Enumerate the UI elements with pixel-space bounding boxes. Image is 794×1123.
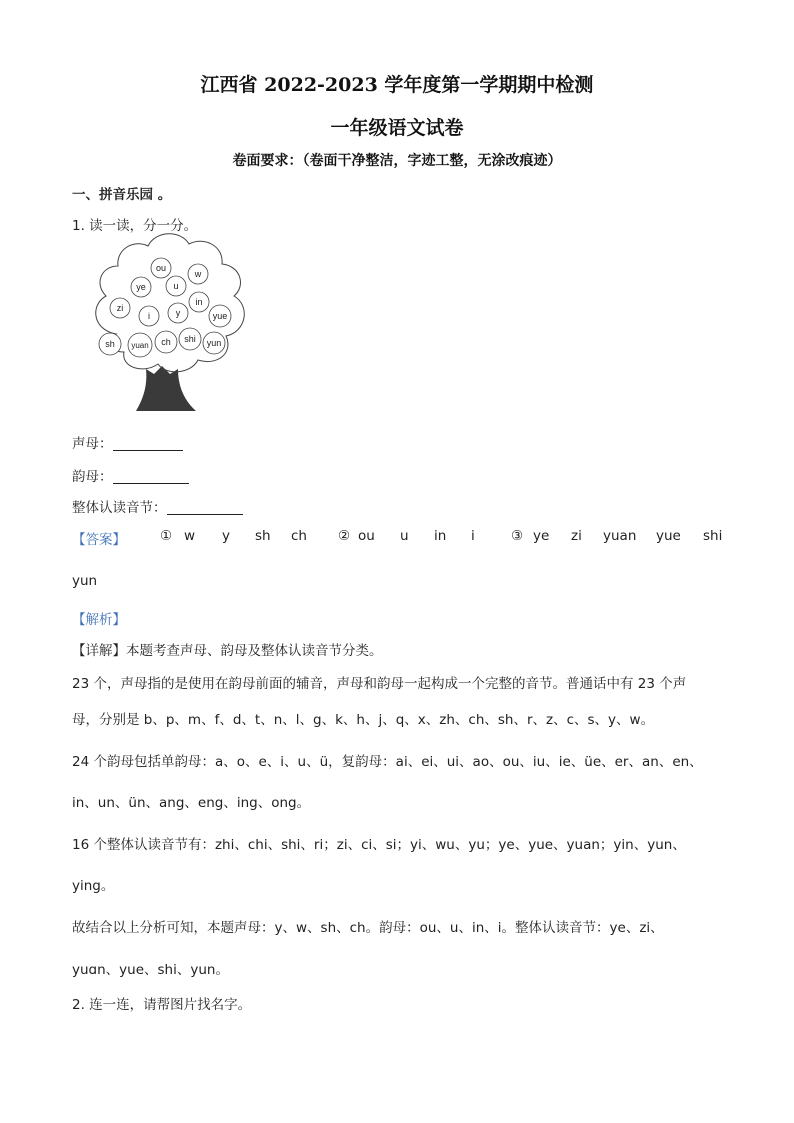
- page-requirement: 卷面要求：（卷面干净整洁，字迹工整，无涂改痕迹）: [232, 153, 562, 169]
- tree-syllable: in: [195, 297, 203, 307]
- shengmu-blank[interactable]: [113, 436, 183, 451]
- answer-item: sh: [255, 528, 271, 544]
- tree-syllable: ch: [161, 337, 171, 347]
- analysis-paragraph: in、un、ün、ang、eng、ing、ong。: [72, 795, 311, 811]
- tree-syllable: sh: [105, 339, 115, 349]
- zhengti-label: 整体认读音节：: [72, 500, 167, 516]
- tree-syllable: ou: [155, 263, 167, 273]
- tree-syllable: w: [194, 269, 202, 279]
- answer-item: u: [400, 528, 409, 544]
- analysis-detail: 【详解】本题考查声母、韵母及整体认读音节分类。: [72, 643, 383, 659]
- answer-item: ch: [291, 528, 307, 544]
- answer-item: yuan: [603, 528, 637, 544]
- answer-item: shi: [703, 528, 723, 544]
- zhengti-field: [72, 496, 243, 516]
- question-1: 1. 读一读，分一分。: [72, 218, 198, 234]
- yunmu-label: 韵母：: [72, 469, 113, 485]
- answer-item: w: [184, 528, 196, 544]
- analysis-paragraph: 母，分别是 b、p、m、f、d、t、n、l、g、k、h、j、q、x、zh、ch、sh、r、z、c、s、y、w。: [72, 712, 655, 728]
- analysis-paragraph: 24 个韵母包括单韵母：a、o、e、i、u、ü，复韵母：ai、ei、ui、ao、ou、iu、ie、üe、er、an、en、: [72, 754, 703, 770]
- tree-syllable: u: [173, 281, 179, 291]
- section-heading: 一、拼音乐园 。: [72, 187, 172, 203]
- analysis-paragraph: 16 个整体认读音节有：zhi、chi、shi、ri；zi、ci、si；yi、wu、yu；ye、yue、yuan；yin、yun、: [72, 837, 686, 853]
- analysis-paragraph: yuɑn、yue、shi、yun。: [72, 962, 229, 978]
- answer-marker-2: ②: [338, 528, 351, 544]
- yunmu-field: [72, 465, 189, 485]
- tree-syllable: zi: [116, 303, 124, 313]
- answer-item: y: [222, 528, 230, 544]
- pinyin-tree-illustration: [86, 224, 252, 416]
- question-2: 2. 连一连，请帮图片找名字。: [72, 997, 252, 1013]
- analysis-label: 【解析】: [72, 612, 126, 628]
- answer-marker-1: ①: [160, 528, 173, 544]
- answer-marker-3: ③: [511, 528, 524, 544]
- analysis-paragraph: 23 个，声母指的是使用在韵母前面的辅音，声母和韵母一起构成一个完整的音节。普通话中有 23 个声: [72, 676, 687, 692]
- tree-syllable: yun: [206, 338, 222, 348]
- tree-syllable: i: [148, 311, 150, 321]
- tree-syllable: y: [175, 308, 181, 318]
- answer-item: in: [434, 528, 447, 544]
- analysis-paragraph: ying。: [72, 878, 115, 894]
- zhengti-blank[interactable]: [167, 500, 243, 515]
- analysis-paragraph: 故结合以上分析可知，本题声母：y、w、sh、ch。韵母：ou、u、in、i。整体认读音节：ye、zi、: [72, 920, 664, 936]
- page-title: 江西省 2022-2023 学年度第一学期期中检测: [200, 74, 594, 96]
- tree-syllable: yue: [212, 311, 228, 321]
- tree-syllable: yuan: [131, 341, 149, 350]
- tree-syllable: ye: [136, 282, 146, 292]
- shengmu-label: 声母：: [72, 436, 113, 452]
- shengmu-field: [72, 432, 183, 452]
- answer-item: zi: [571, 528, 582, 544]
- tree-syllable: shi: [184, 334, 196, 344]
- answer-continuation: yun: [72, 573, 98, 589]
- answer-item: ye: [533, 528, 550, 544]
- yunmu-blank[interactable]: [113, 469, 189, 484]
- answer-item: yue: [656, 528, 681, 544]
- page-subtitle: 一年级语文试卷: [330, 117, 464, 139]
- answer-item: i: [471, 528, 475, 544]
- answer-item: ou: [358, 528, 375, 544]
- answer-label: 【答案】: [72, 532, 126, 548]
